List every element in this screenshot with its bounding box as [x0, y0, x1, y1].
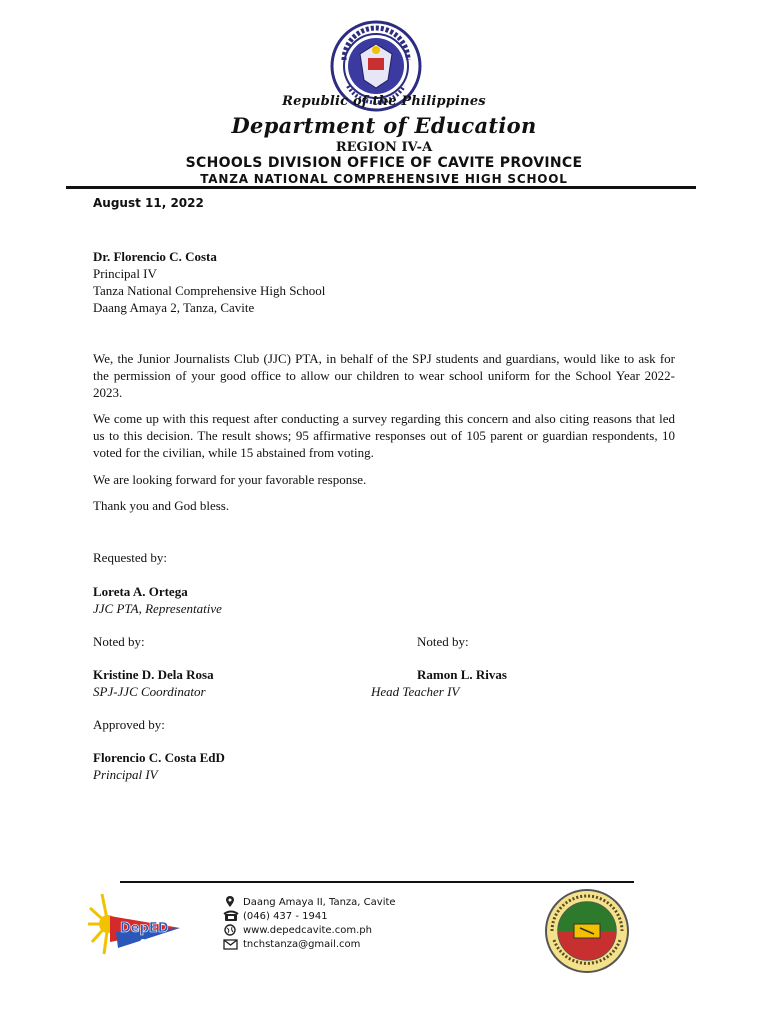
location-pin-icon — [223, 896, 239, 908]
school-seal-icon — [544, 888, 630, 974]
noter-right-name: Ramon L. Rivas — [417, 667, 507, 682]
footer-email[interactable] — [223, 938, 360, 950]
school-heading: TANZA NATIONAL COMPREHENSIVE HIGH SCHOOL — [200, 172, 568, 186]
footer-phone — [223, 910, 328, 922]
left-logo-text: DepED — [120, 921, 169, 936]
approver-role: Principal IV — [93, 767, 158, 782]
recipient-title: Principal IV — [93, 266, 157, 281]
noter-left-name: Kristine D. Dela Rosa — [93, 667, 214, 682]
recipient-address: Daang Amaya 2, Tanza, Cavite — [93, 300, 255, 315]
header-divider — [66, 186, 696, 189]
republic-heading: Republic of the Philippines — [282, 94, 486, 109]
phone-icon — [223, 910, 239, 922]
body-paragraph-3: We are looking forward for your favorable response. — [93, 472, 367, 487]
requester-role: JJC PTA, Representative — [93, 601, 222, 616]
department-heading: Department of Education — [231, 113, 537, 138]
region-heading: REGION IV-A — [335, 140, 433, 155]
division-heading: SCHOOLS DIVISION OFFICE OF CAVITE PROVINCE — [185, 155, 583, 171]
footer-email-text[interactable]: tnchstanza@gmail.com — [243, 938, 361, 950]
noted-by-label-left: Noted by: — [93, 634, 145, 649]
approved-by-label: Approved by: — [93, 717, 165, 732]
requested-by-label: Requested by: — [93, 550, 168, 565]
recipient-name: Dr. Florencio C. Costa — [93, 249, 217, 264]
footer-divider — [120, 881, 634, 883]
footer-website[interactable] — [223, 924, 372, 936]
body-paragraph-4: Thank you and God bless. — [93, 498, 230, 513]
letter-date: August 11, 2022 — [93, 196, 204, 210]
body-paragraph-1: We, the Junior Journalists Club (JJC) PTA, in behalf of the SPJ students and guardians, would like to ask for the permission of your good office to allow our children to wear school uniform for the School Year 2022-2023. — [93, 351, 675, 400]
globe-icon — [223, 924, 239, 936]
recipient-school: Tanza National Comprehensive High School — [93, 283, 326, 298]
noter-right-role: Head Teacher IV — [371, 684, 460, 699]
left-logo-sub: CAVITE — [140, 938, 168, 946]
body-paragraph-2: We come up with this request after conducting a survey regarding this concern and also citing reasons that led us to this decision. The result shows; 95 affirmative responses out of 105 parent or guardian respondents, 10 voted for the civilian, while 15 abstained from voting. — [93, 411, 675, 460]
footer-website-text[interactable]: www.depedcavite.com.ph — [243, 924, 372, 936]
footer-phone-text: (046) 437 - 1941 — [243, 910, 328, 922]
footer-address-text: Daang Amaya II, Tanza, Cavite — [243, 896, 396, 908]
approver-name: Florencio C. Costa EdD — [93, 750, 225, 765]
footer-address — [223, 896, 396, 908]
requester-name: Loreta A. Ortega — [93, 584, 188, 599]
noted-by-label-right: Noted by: — [417, 634, 469, 649]
noter-left-role: SPJ-JJC Coordinator — [93, 684, 206, 699]
deped-cavite-logo — [88, 888, 188, 960]
envelope-icon — [223, 938, 239, 950]
